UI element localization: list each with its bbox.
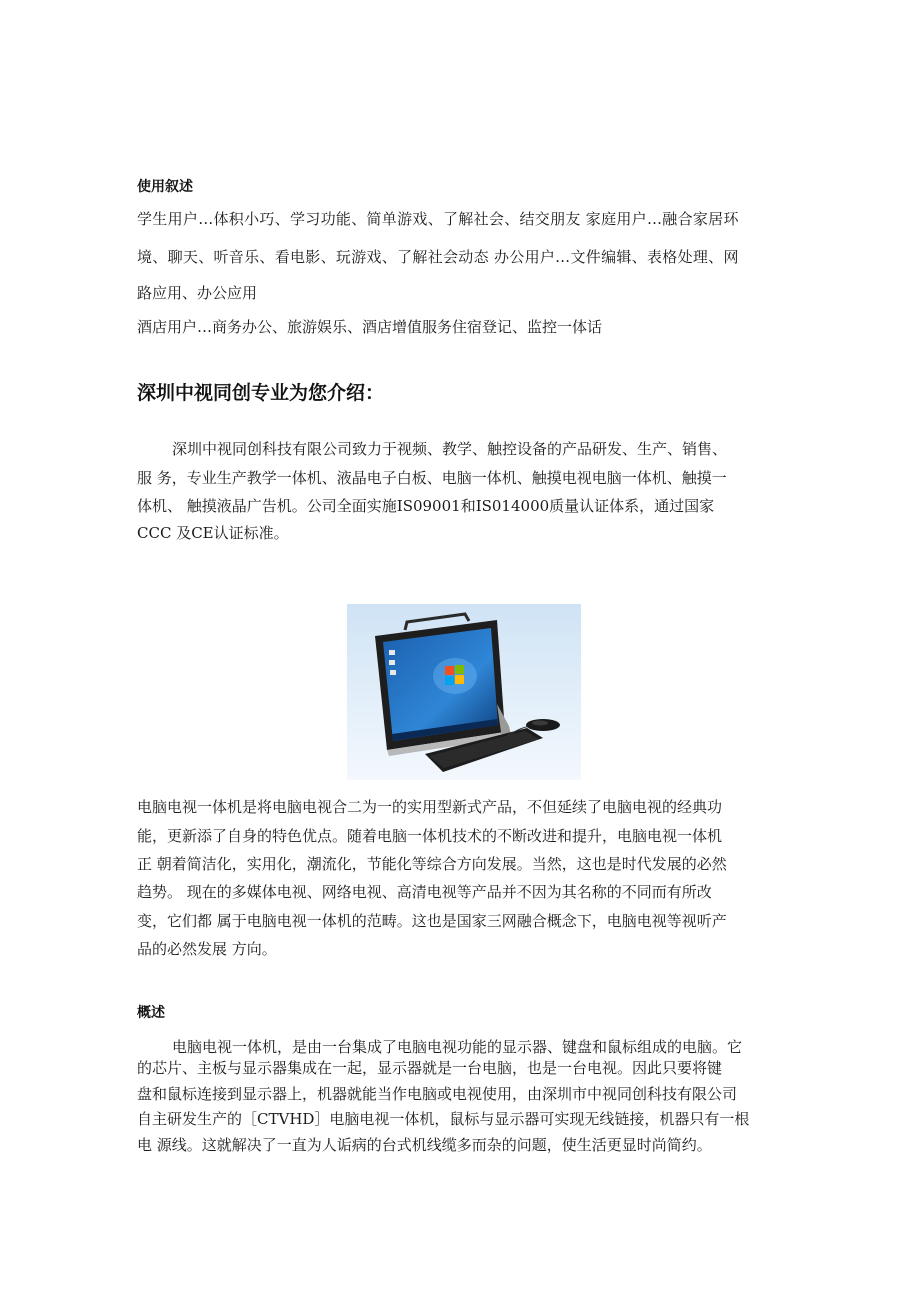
intro-heading: 深圳中视同创专业为您介绍： — [137, 382, 385, 404]
overview-line-3: 盘和鼠标连接到显示器上，机器就能当作电脑或电视使用，由深圳市中视同创科技有限公司 — [137, 1085, 738, 1103]
usage-line-1: 学生用户…体积小巧、学习功能、简单游戏、了解社会、结交朋友 家庭用户…融合家居环 — [137, 210, 739, 228]
all-in-one-computer-image — [347, 604, 581, 780]
overview-line-2: 的芯片、主板与显示器集成在一起，显示器就是一台电脑，也是一台电视。因此只要将键 — [137, 1059, 723, 1077]
overview-line-1: 电脑电视一体机，是由一台集成了电脑电视功能的显示器、键盘和鼠标组成的电脑。它 — [172, 1038, 743, 1056]
overview-heading: 概述 — [137, 1005, 165, 1021]
usage-line-2: 境、聊天、听音乐、看电影、玩游戏、了解社会动态 办公用户…文件编辑、表格处理、网 — [137, 248, 739, 266]
usage-line-4: 酒店用户…商务办公、旅游娱乐、酒店增值服务住宿登记、监控一体话 — [137, 318, 603, 336]
intro-line-2: 服 务，专业生产教学一体机、液晶电子白板、电脑一体机、触摸电视电脑一体机、触摸一 — [137, 469, 727, 487]
product-line-4: 趋势。 现在的多媒体电视、网络电视、高清电视等产品并不因为其名称的不同而有所改 — [137, 883, 712, 901]
intro-line-1: 深圳中视同创科技有限公司致力于视频、教学、触控设备的产品研发、生产、销售、 — [172, 440, 728, 458]
computer-illustration-icon — [347, 604, 581, 780]
product-line-1: 电脑电视一体机是将电脑电视合二为一的实用型新式产品，不但延续了电脑电视的经典功 — [137, 798, 723, 816]
overview-line-5: 电 源线。这就解决了一直为人诟病的台式机线缆多而杂的问题，使生活更显时尚简约。 — [137, 1136, 712, 1154]
intro-line-3: 体机、 触摸液晶广告机。公司全面实施IS09001和IS014000质量认证体系，通过国家 — [137, 497, 715, 515]
usage-line-3: 路应用、办公应用 — [137, 284, 258, 302]
product-line-2: 能，更新添了自身的特色优点。随着电脑一体机技术的不断改进和提升，电脑电视一体机 — [137, 827, 723, 845]
usage-heading: 使用叙述 — [137, 179, 193, 195]
product-line-5: 变，它们都 属于电脑电视一体机的范畴。这也是国家三网融合概念下，电脑电视等视听产 — [137, 912, 727, 930]
intro-line-4: CCC 及CE认证标准。 — [137, 524, 289, 542]
product-line-3: 正 朝着简洁化，实用化，潮流化，节能化等综合方向发展。当然，这也是时代发展的必然 — [137, 855, 727, 873]
overview-line-4: 自主研发生产的［CTVHD］电脑电视一体机，鼠标与显示器可实现无线链接，机器只有一根 — [137, 1110, 750, 1128]
product-line-6: 品的必然发展 方向。 — [137, 940, 277, 958]
